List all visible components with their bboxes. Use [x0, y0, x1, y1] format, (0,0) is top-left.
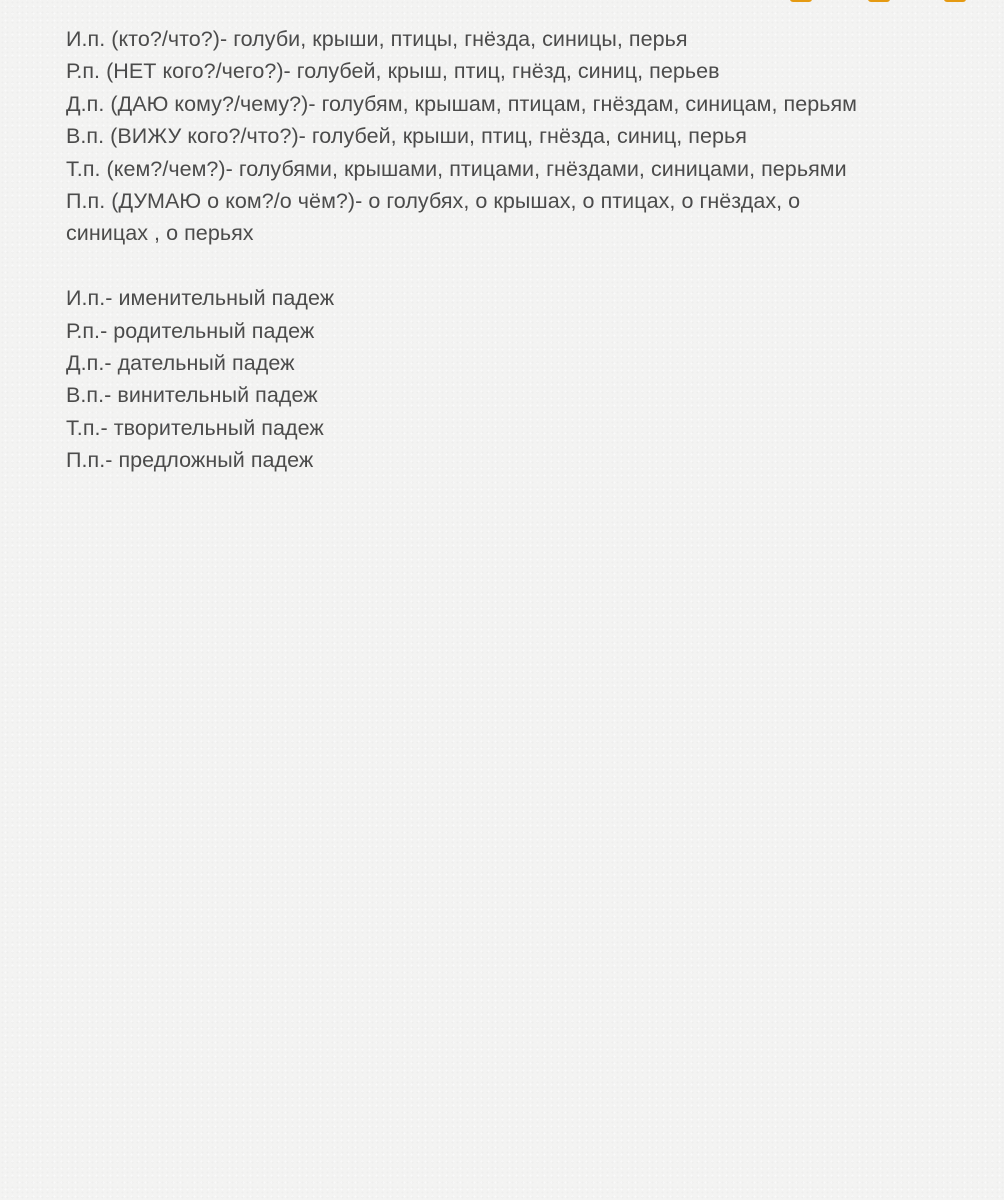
- case-example-genitive: Р.п. (НЕТ кого?/чего?)- голубей, крыш, птиц, гнёзд, синиц, перьев: [66, 59, 720, 84]
- case-example-dative: Д.п. (ДАЮ кому?/чему?)- голубям, крышам, птицам, гнёздам, синицам, перьям: [66, 91, 857, 116]
- case-name-nominative: И.п.- именительный падеж: [66, 286, 335, 311]
- case-name-instrumental: Т.п.- творительный падеж: [66, 415, 324, 440]
- case-name-dative: Д.п.- дательный падеж: [66, 351, 295, 376]
- note-body[interactable]: [66, 23, 946, 477]
- compose-icon[interactable]: [868, 0, 890, 2]
- case-example-instrumental: Т.п. (кем?/чем?)- голубями, крышами, птицами, гнёздами, синицами, перьями: [66, 156, 847, 181]
- top-toolbar: [0, 0, 1004, 6]
- blank-line: [66, 250, 946, 282]
- case-example-prepositional: П.п. (ДУМАЮ о ком?/о чём?)- о голубях, о крышах, о птицах, о гнёздах, о синицах , о перьях: [66, 189, 801, 246]
- case-example-nominative: И.п. (кто?/что?)- голуби, крыши, птицы, гнёзда, синицы, перья: [66, 27, 688, 51]
- case-name-accusative: В.п.- винительный падеж: [66, 383, 318, 408]
- share-icon[interactable]: [790, 0, 812, 2]
- edit-icon[interactable]: [944, 0, 966, 2]
- case-name-genitive: Р.п.- родительный падеж: [66, 318, 315, 343]
- case-name-prepositional: П.п.- предложный падеж: [66, 448, 314, 473]
- case-example-accusative: В.п. (ВИЖУ кого?/что?)- голубей, крыши, птиц, гнёзда, синиц, перья: [66, 124, 747, 149]
